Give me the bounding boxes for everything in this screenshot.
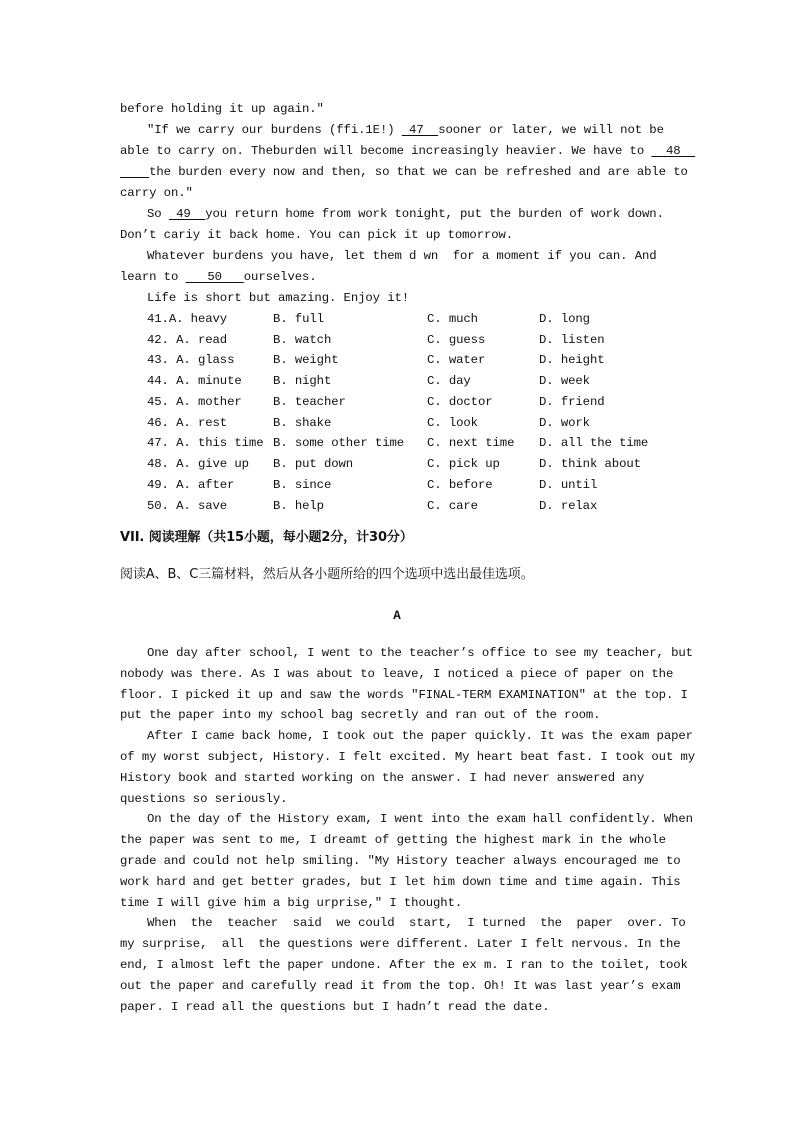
section-instruction: 阅读A、B、C三篇材料，然后从各小题所给的四个选项中选出最佳选项。 xyxy=(120,567,534,582)
passage-line: paper. I read all the questions but I hadn’t read the date. xyxy=(120,1000,550,1014)
passage-line: ″If we carry our burdens (ffi.1E!) 47 sooner or later, we will not be xyxy=(147,123,664,137)
passage-line: the paper was sent to me, I dreamt of getting the highest mark in the whole xyxy=(120,833,666,847)
blank-47: 47 xyxy=(401,123,439,137)
passage-a-label: A xyxy=(393,609,401,623)
passage-line: Whatever burdens you have, let them d wn for a moment if you can. And xyxy=(147,249,657,263)
passage-line: Don’t cariy it back home. You can pick it up tomorrow. xyxy=(120,228,514,242)
passage-line: History book and started working on the answer. I had never answered any xyxy=(120,771,645,785)
passage-line: floor. I picked it up and saw the words ″FINAL-TERM EXAMINATION″ at the top. I xyxy=(120,688,688,702)
option-row-49: 49. A. after B. since C. before D. until xyxy=(147,478,598,492)
option-row-48: 48. A. give up B. put down C. pick up D. think about xyxy=(147,457,641,471)
passage-line: end, I almost left the paper undone. After the ex m. I ran to the toilet, took xyxy=(120,958,688,972)
passage-line: put the paper into my school bag secretly and ran out of the room. xyxy=(120,708,601,722)
passage-line: When the teacher said we could start, I turned the paper over. To xyxy=(147,916,686,930)
passage-line: my surprise, all the questions were different. Later I felt nervous. In the xyxy=(120,937,681,951)
blank-48-continued xyxy=(120,165,149,179)
passage-line: work hard and get better grades, but I let him down time and time again. This xyxy=(120,875,681,889)
option-row-50: 50. A. save B. help C. care D. relax xyxy=(147,499,598,513)
passage-line: Life is short but amazing. Enjoy it! xyxy=(147,291,410,305)
option-row-44: 44. A. minute B. night C. day D. week xyxy=(147,374,590,388)
option-row-45: 45. A. mother B. teacher C. doctor D. friend xyxy=(147,395,605,409)
passage-line: On the day of the History exam, I went into the exam hall confidently. When xyxy=(147,812,693,826)
passage-line: learn to 50 ourselves. xyxy=(120,270,317,284)
passage-line: So 49 you return home from work tonight, put the burden of work down. xyxy=(147,207,664,221)
option-row-42: 42. A. read B. watch C. guess D. listen xyxy=(147,333,605,347)
passage-line: After I came back home, I took out the paper quickly. It was the exam paper xyxy=(147,729,693,743)
option-row-41: 41.A. heavy B. full C. much D. long xyxy=(147,312,590,326)
passage-line: time I will give him a big urprise,″ I thought. xyxy=(120,896,463,910)
passage-line: nobody was there. As I was about to leave, I noticed a piece of paper on the xyxy=(120,667,674,681)
blank-49: 49 xyxy=(168,207,206,221)
option-row-43: 43. A. glass B. weight C. water D. height xyxy=(147,353,605,367)
blank-50: 50 xyxy=(185,270,244,284)
passage-line: One day after school, I went to the teacher’s office to see my teacher, but xyxy=(147,646,693,660)
passage-line: out the paper and carefully read it from the top. Oh! It was last year’s exam xyxy=(120,979,681,993)
passage-line: carry on.″ xyxy=(120,186,193,200)
section-heading: VII. 阅读理解（共15小题，每小题2分，计30分） xyxy=(120,530,413,545)
option-row-47: 47. A. this time B. some other time C. next time D. all the time xyxy=(147,436,649,450)
passage-line: before holding it up again.″ xyxy=(120,102,324,116)
passage-line: questions so seriously. xyxy=(120,792,288,806)
passage-line: the burden every now and then, so that we can be refreshed and are able to xyxy=(120,162,680,183)
passage-line: able to carry on. Theburden will become increasingly heavier. We have to 48 xyxy=(120,144,696,158)
passage-line: of my worst subject, History. I felt excited. My heart beat fast. I took out my xyxy=(120,750,696,764)
passage-line: grade and could not help smiling. ″My History teacher always encouraged me to xyxy=(120,854,681,868)
blank-48: 48 xyxy=(651,144,696,158)
option-row-46: 46. A. rest B. shake C. look D. work xyxy=(147,416,590,430)
